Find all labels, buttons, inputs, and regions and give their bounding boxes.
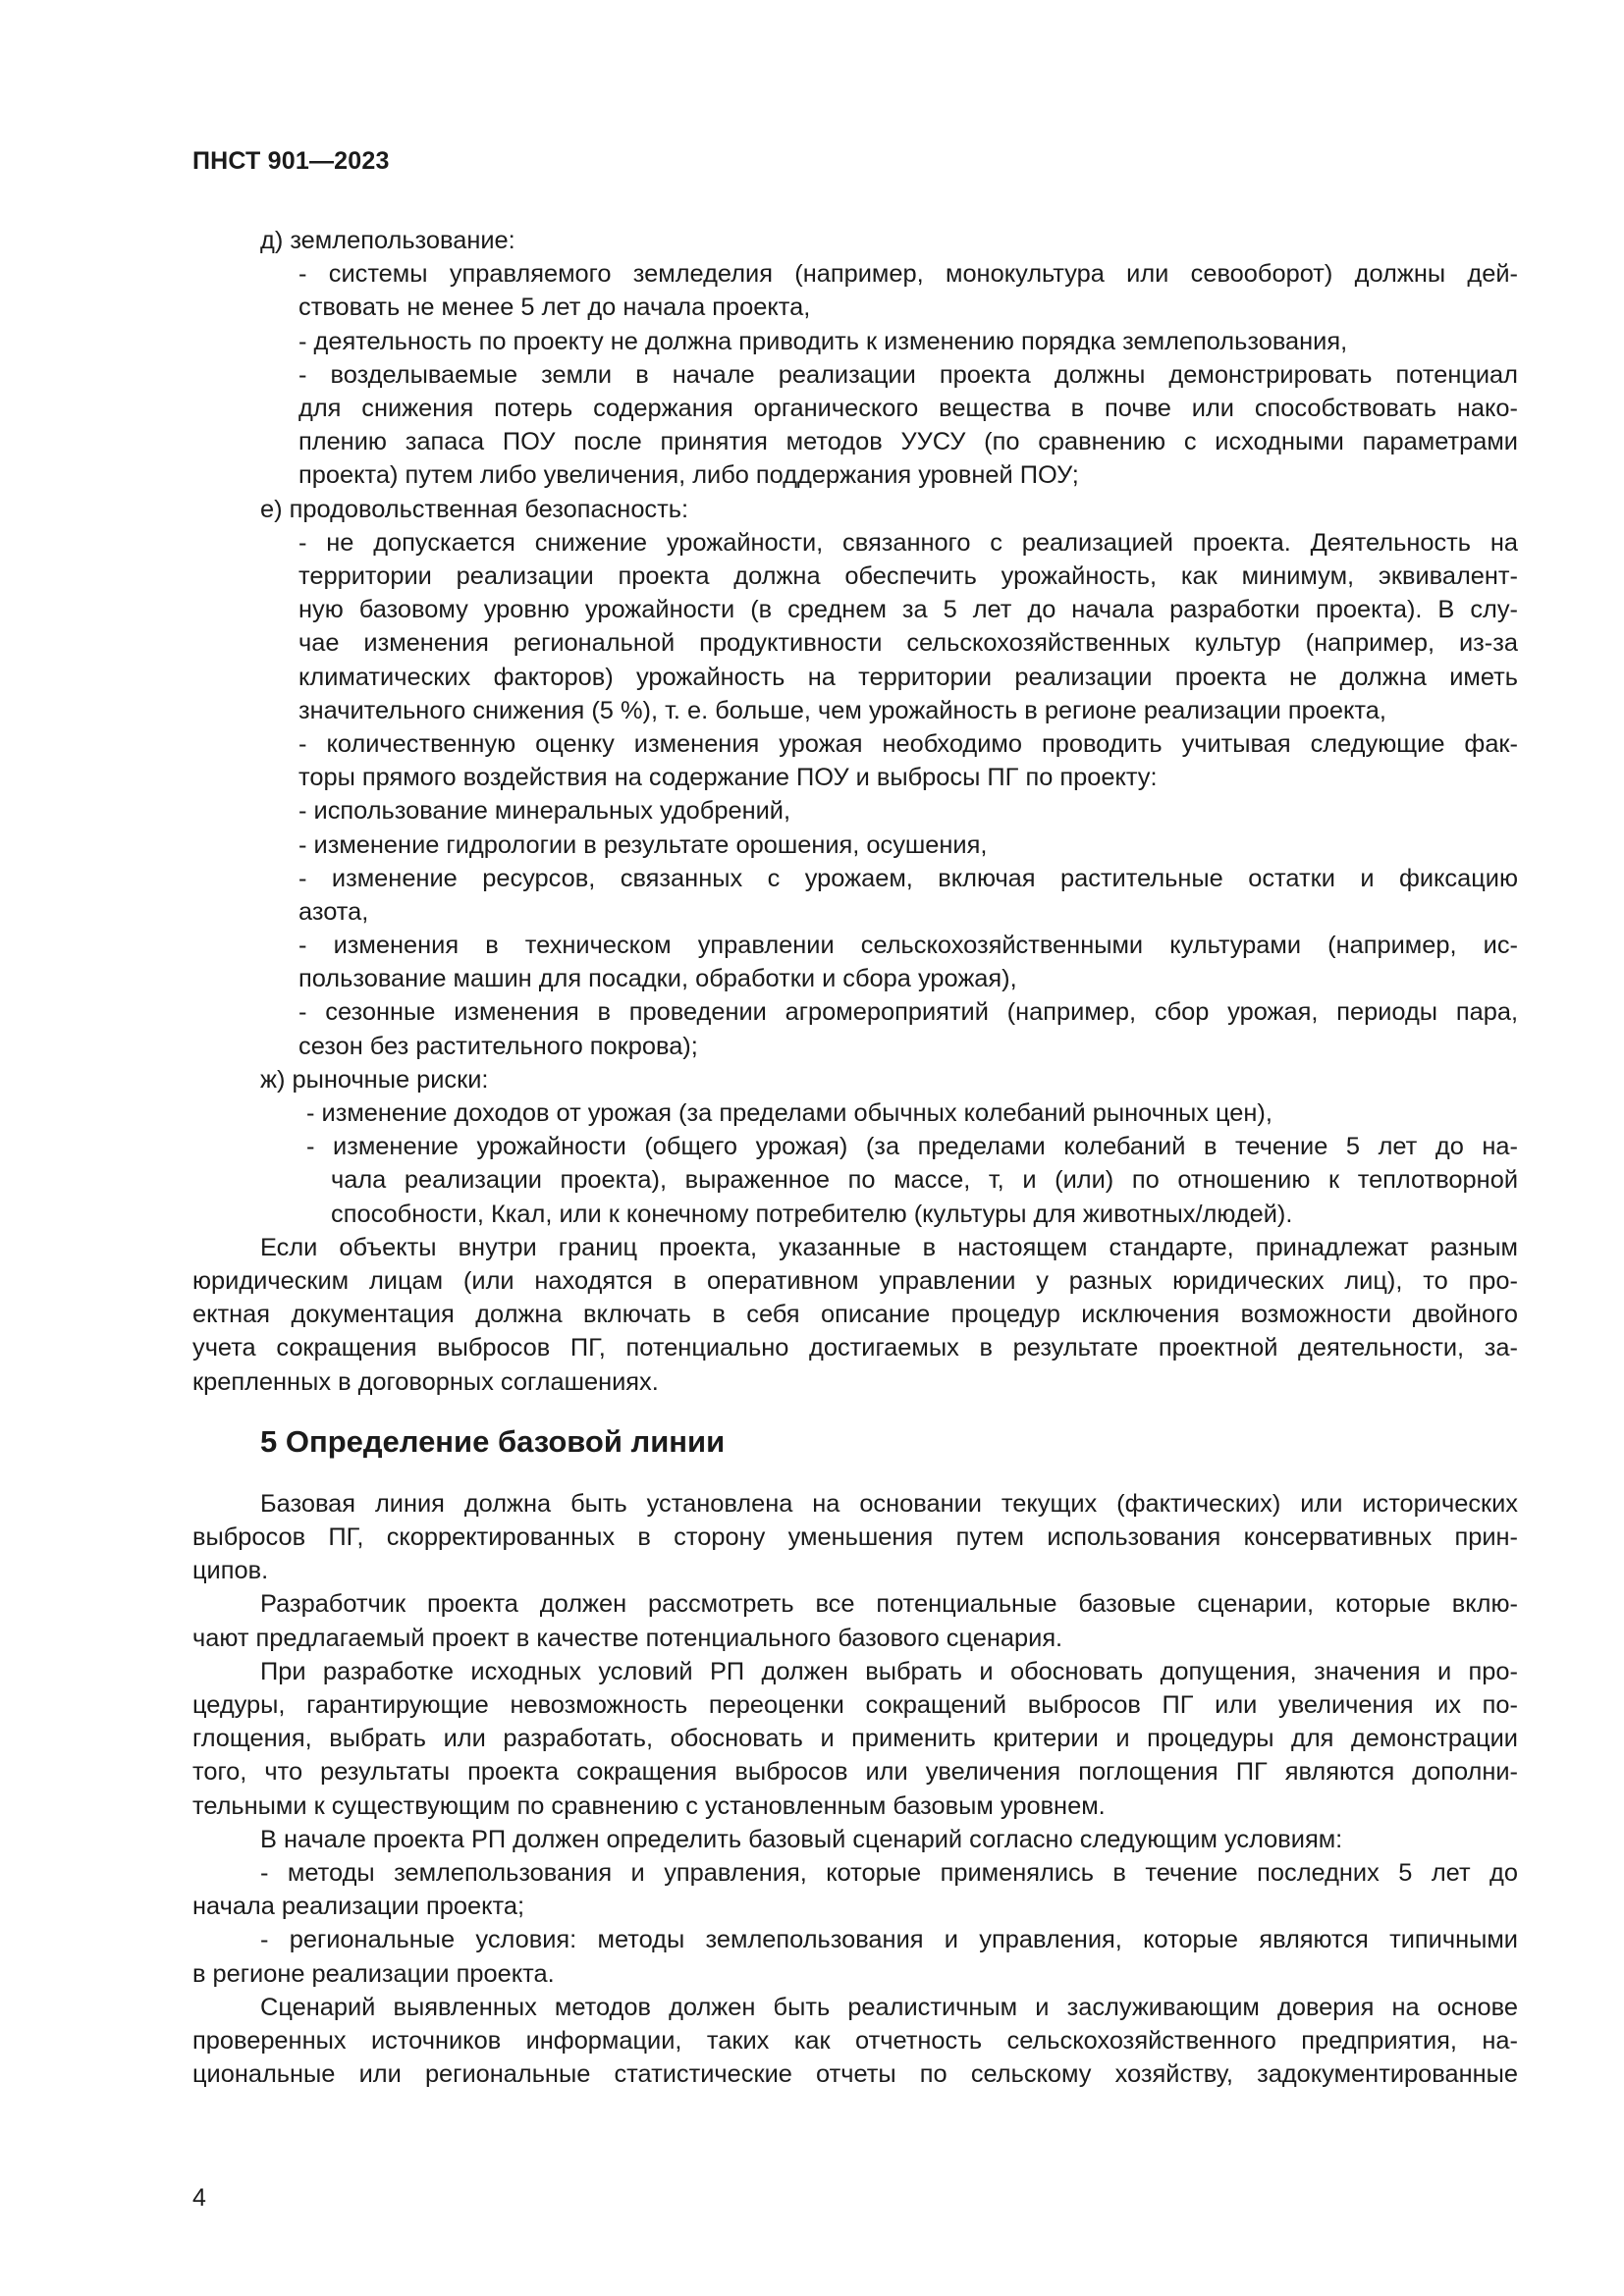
text-line: чае изменения региональной продуктивности сельскохозяйственных культур (например, из-за <box>298 629 1518 658</box>
text-line: - использование минеральных удобрений, <box>298 797 791 826</box>
text-line: территории реализации проекта должна обеспечить урожайность, как минимум, эквивалент- <box>298 561 1518 590</box>
text-line: глощения, выбрать или разработать, обосновать и применить критерии и процедуры для демонстрации <box>192 1725 1518 1753</box>
text-line: ектная документация должна включать в себя описание процедур исключения возможности двойного <box>192 1301 1518 1329</box>
text-line: для снижения потерь содержания органического вещества в почве или способствовать нако- <box>298 394 1518 422</box>
text-line: Если объекты внутри границ проекта, указанные в настоящем стандарте, принадлежат разным <box>260 1233 1518 1261</box>
text-line: цедуры, гарантирующие невозможность переоценки сокращений выбросов ПГ или увеличения их по- <box>192 1690 1518 1719</box>
text-line: Базовая линия должна быть установлена на основании текущих (фактических) или исторических <box>260 1489 1518 1518</box>
text-line: пользование машин для посадки, обработки и сбора урожая), <box>298 965 1017 993</box>
document-code-header: ПНСТ 901—2023 <box>192 147 390 175</box>
text-line: способности, Ккал, или к конечному потребителю (культуры для животных/людей). <box>331 1200 1293 1228</box>
text-line: азота, <box>298 897 369 926</box>
text-line: - сезонные изменения в проведении агромероприятий (например, сбор урожая, периоды пара, <box>298 998 1518 1027</box>
text-line: ную базовому уровню урожайности (в среднем за 5 лет до начала разработки проекта). В слу- <box>298 596 1518 624</box>
text-line: того, что результаты проекта сокращения выбросов или увеличения поглощения ПГ являются дополни- <box>192 1758 1518 1787</box>
text-line: климатических факторов) урожайность на территории реализации проекта не должна иметь <box>298 663 1518 691</box>
text-line: - методы землепользования и управления, которые применялись в течение последних 5 лет до <box>260 1858 1518 1887</box>
text-line: - количественную оценку изменения урожая необходимо проводить учитывая следующие фак- <box>298 729 1518 758</box>
text-line: е) продовольственная безопасность: <box>260 495 689 523</box>
text-line: - деятельность по проекту не должна приводить к изменению порядка землепользования, <box>298 327 1348 355</box>
text-line: - изменение ресурсов, связанных с урожаем, включая растительные остатки и фиксацию <box>298 864 1518 892</box>
text-block-baseline <box>192 1487 1518 2091</box>
text-line: - возделываемые земли в начале реализации проекта должны демонстрировать потенциал <box>298 360 1518 389</box>
text-block-requirements <box>192 224 1518 1399</box>
text-line: д) землепользование: <box>260 227 515 254</box>
text-line: торы прямого воздействия на содержание ПОУ и выбросы ПГ по проекту: <box>298 764 1158 792</box>
text-line: учета сокращения выбросов ПГ, потенциально достигаемых в результате проектной деятельности, за- <box>192 1334 1518 1362</box>
text-line: выбросов ПГ, скорректированных в сторону уменьшения путем использования консервативных прин- <box>192 1523 1518 1551</box>
text-line: плению запаса ПОУ после принятия методов УУСУ (по сравнению с исходными параметрами <box>298 428 1518 456</box>
text-line: - системы управляемого земледелия (например, монокультура или севооборот) должны дей- <box>298 260 1518 289</box>
text-line: чают предлагаемый проект в качестве потенциального базового сценария. <box>192 1624 1063 1652</box>
text-line: крепленных в договорных соглашениях. <box>192 1367 659 1396</box>
text-line: ж) рыночные риски: <box>260 1065 489 1094</box>
text-line: юридическим лицам (или находятся в оперативном управлении у разных юридических лиц), то про- <box>192 1267 1518 1296</box>
text-line: - региональные условия: методы землепользования и управления, которые являются типичными <box>260 1926 1518 1954</box>
section-heading: 5 Определение базовой линии <box>260 1423 726 1459</box>
text-line: Сценарий выявленных методов должен быть реалистичным и заслуживающим доверия на основе <box>260 1993 1518 2021</box>
text-line: сезон без растительного покрова); <box>298 1032 698 1060</box>
text-line: ципов. <box>192 1557 269 1585</box>
text-line: проекта) путем либо увеличения, либо поддержания уровней ПОУ; <box>298 461 1079 490</box>
page-number: 4 <box>192 2184 206 2212</box>
text-line: чала реализации проекта), выраженное по массе, т, и (или) по отношению к теплотворной <box>331 1166 1518 1195</box>
text-line: начала реализации проекта; <box>192 1893 525 1921</box>
text-line: циональные или региональные статистические отчеты по сельскому хозяйству, задокументированные <box>192 2060 1518 2089</box>
text-line: проверенных источников информации, таких как отчетность сельскохозяйственного предприятия, на- <box>192 2026 1518 2055</box>
text-line: Разработчик проекта должен рассмотреть все потенциальные базовые сценарии, которые вклю- <box>260 1590 1518 1619</box>
text-line: - изменение гидрологии в результате орошения, осушения, <box>298 830 988 859</box>
text-line: - изменение урожайности (общего урожая) (за пределами колебаний в течение 5 лет до на- <box>306 1133 1518 1161</box>
text-line: значительного снижения (5 %), т. е. больше, чем урожайность в регионе реализации проекта, <box>298 696 1386 724</box>
document-body <box>192 224 1518 2091</box>
text-line: В начале проекта РП должен определить базовый сценарий согласно следующим условиям: <box>260 1825 1343 1853</box>
text-line: в регионе реализации проекта. <box>192 1959 555 1988</box>
text-line: - изменение доходов от урожая (за пределами обычных колебаний рыночных цен), <box>306 1099 1272 1128</box>
text-line: ствовать не менее 5 лет до начала проекта, <box>298 294 811 322</box>
text-line: - изменения в техническом управлении сельскохозяйственными культурами (например, ис- <box>298 932 1518 960</box>
text-line: При разработке исходных условий РП должен выбрать и обосновать допущения, значения и про- <box>260 1657 1518 1685</box>
text-line: тельными к существующим по сравнению с установленным базовым уровнем. <box>192 1791 1106 1820</box>
text-line: - не допускается снижение урожайности, связанного с реализацией проекта. Деятельность на <box>298 528 1518 557</box>
